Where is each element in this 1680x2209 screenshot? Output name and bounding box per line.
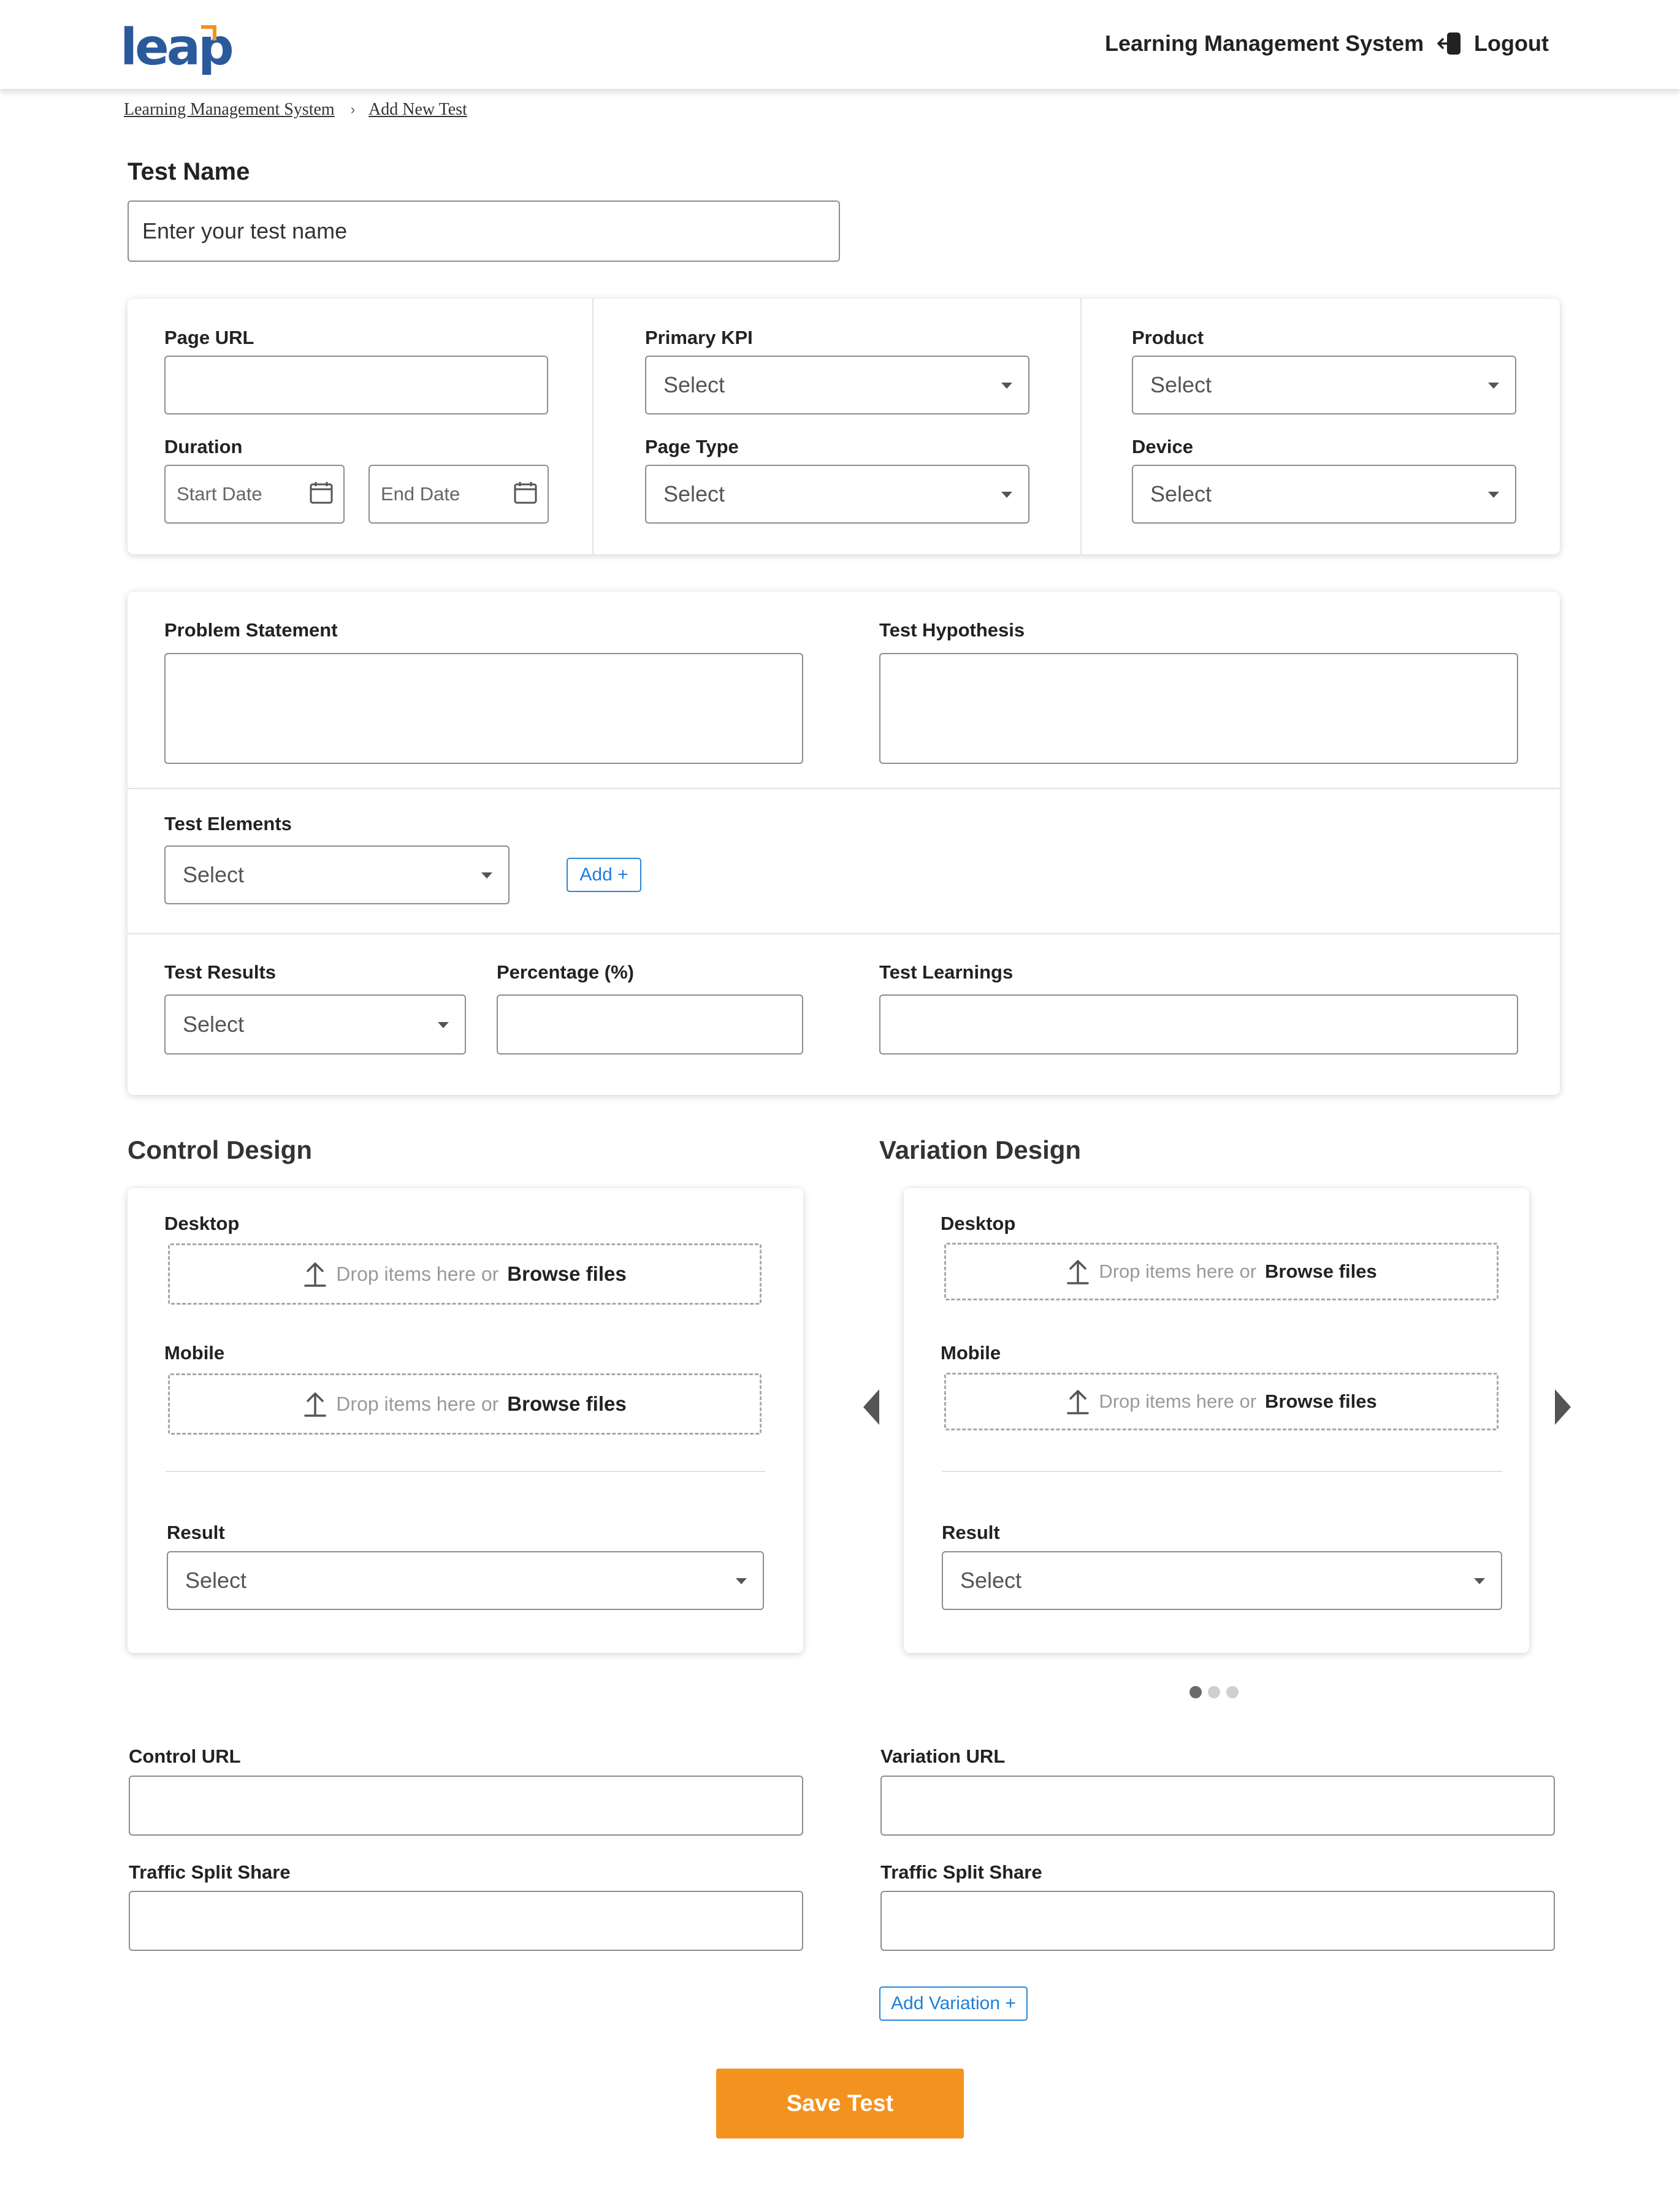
page-url-label: Page URL	[164, 327, 254, 348]
variation-mobile-dropzone[interactable]	[944, 1373, 1499, 1430]
variation-result-label: Result	[942, 1522, 1000, 1543]
control-traffic-split-input[interactable]	[129, 1891, 803, 1951]
chevron-down-icon	[481, 872, 492, 879]
breadcrumb-separator-icon: ›	[350, 102, 356, 117]
divider	[592, 299, 594, 554]
test-hypothesis-label: Test Hypothesis	[879, 619, 1025, 641]
control-desktop-label: Desktop	[164, 1213, 240, 1234]
carousel-dot[interactable]	[1189, 1686, 1202, 1698]
calendar-icon	[309, 481, 334, 505]
chevron-down-icon	[1474, 1578, 1485, 1584]
control-desktop-dropzone[interactable]	[168, 1243, 762, 1305]
page-type-label: Page Type	[645, 436, 739, 457]
control-url-label: Control URL	[129, 1745, 241, 1767]
test-learnings-label: Test Learnings	[879, 961, 1014, 983]
test-results-value: Select	[183, 1012, 245, 1037]
leap-logo[interactable]	[120, 18, 232, 77]
drop-text: Drop items here or	[336, 1392, 499, 1415]
test-name-input[interactable]	[128, 200, 840, 262]
divider	[166, 1471, 765, 1472]
divider	[128, 933, 1560, 934]
duration-label: Duration	[164, 436, 243, 457]
carousel-prev-arrow-icon[interactable]	[860, 1387, 884, 1427]
browse-files-link[interactable]: Browse files	[1265, 1391, 1377, 1412]
test-learnings-input[interactable]	[879, 994, 1518, 1055]
primary-kpi-select[interactable]	[645, 356, 1029, 414]
variation-url-label: Variation URL	[880, 1745, 1006, 1767]
variation-traffic-split-label: Traffic Split Share	[880, 1861, 1042, 1883]
page-type-select[interactable]	[645, 465, 1029, 524]
control-result-select[interactable]	[167, 1551, 764, 1610]
test-elements-label: Test Elements	[164, 813, 292, 834]
control-result-value: Select	[185, 1568, 247, 1593]
drop-text: Drop items here or	[336, 1262, 499, 1285]
variation-desktop-dropzone[interactable]	[944, 1243, 1499, 1300]
divider	[128, 788, 1560, 789]
variation-traffic-split-input[interactable]	[880, 1891, 1555, 1951]
device-select[interactable]	[1132, 465, 1516, 524]
breadcrumb	[124, 100, 467, 120]
upload-icon	[1066, 1388, 1090, 1415]
logo-arrow-icon	[199, 25, 217, 43]
primary-kpi-label: Primary KPI	[645, 327, 753, 348]
product-select[interactable]	[1132, 356, 1516, 414]
end-date-placeholder: End Date	[381, 483, 460, 505]
browse-files-link[interactable]: Browse files	[507, 1392, 627, 1415]
chevron-down-icon	[1001, 383, 1012, 389]
page-url-input[interactable]	[164, 356, 548, 414]
variation-mobile-label: Mobile	[941, 1342, 1001, 1364]
device-value: Select	[1150, 481, 1212, 506]
chevron-down-icon	[438, 1022, 449, 1028]
add-variation-button[interactable]: Add Variation +	[879, 1986, 1028, 2021]
start-date-picker[interactable]	[164, 465, 345, 524]
control-result-label: Result	[167, 1522, 225, 1543]
breadcrumb-root-link[interactable]: Learning Management System	[124, 100, 335, 119]
chevron-down-icon	[1488, 383, 1499, 389]
control-mobile-dropzone[interactable]	[168, 1373, 762, 1435]
control-mobile-label: Mobile	[164, 1342, 225, 1364]
carousel-dot[interactable]	[1226, 1686, 1239, 1698]
start-date-placeholder: Start Date	[177, 483, 262, 505]
carousel-pagination	[1189, 1686, 1239, 1698]
add-test-element-button[interactable]: Add +	[567, 858, 641, 892]
primary-kpi-value: Select	[663, 372, 725, 397]
problem-statement-textarea[interactable]	[164, 653, 803, 764]
test-elements-select[interactable]	[164, 845, 510, 904]
variation-design-title: Variation Design	[879, 1135, 1082, 1164]
logout-icon	[1436, 31, 1465, 56]
variation-result-value: Select	[960, 1568, 1022, 1593]
divider	[1080, 299, 1082, 554]
end-date-picker[interactable]	[368, 465, 549, 524]
product-value: Select	[1150, 372, 1212, 397]
control-url-input[interactable]	[129, 1776, 803, 1836]
chevron-down-icon	[1488, 492, 1499, 498]
upload-icon	[303, 1261, 327, 1288]
chevron-down-icon	[1001, 492, 1012, 498]
variation-url-input[interactable]	[880, 1776, 1555, 1836]
calendar-icon	[513, 481, 538, 505]
variation-result-select[interactable]	[942, 1551, 1502, 1610]
top-header	[0, 0, 1680, 89]
drop-text: Drop items here or	[1099, 1391, 1257, 1412]
control-traffic-split-label: Traffic Split Share	[129, 1861, 291, 1883]
page-type-value: Select	[663, 481, 725, 506]
save-test-button[interactable]: Save Test	[716, 2069, 964, 2138]
percentage-input[interactable]	[497, 994, 803, 1055]
device-label: Device	[1132, 436, 1193, 457]
logo-text: leap	[120, 18, 232, 77]
carousel-dot[interactable]	[1208, 1686, 1220, 1698]
logout-button[interactable]	[1436, 28, 1549, 59]
product-label: Product	[1132, 327, 1204, 348]
logout-label: Logout	[1474, 31, 1549, 56]
test-results-label: Test Results	[164, 961, 277, 983]
browse-files-link[interactable]: Browse files	[507, 1262, 627, 1285]
test-name-label: Test Name	[128, 158, 250, 185]
problem-statement-label: Problem Statement	[164, 619, 338, 641]
chevron-down-icon	[736, 1578, 747, 1584]
drop-text: Drop items here or	[1099, 1261, 1257, 1282]
carousel-next-arrow-icon[interactable]	[1550, 1387, 1575, 1427]
percentage-label: Percentage (%)	[497, 961, 634, 983]
test-elements-value: Select	[183, 862, 245, 887]
test-results-select[interactable]	[164, 994, 466, 1055]
control-design-title: Control Design	[128, 1135, 312, 1164]
breadcrumb-current-link[interactable]: Add New Test	[368, 100, 467, 119]
header-app-name[interactable]: Learning Management System	[1105, 31, 1424, 56]
variation-desktop-label: Desktop	[941, 1213, 1016, 1234]
upload-icon	[1066, 1258, 1090, 1285]
browse-files-link[interactable]: Browse files	[1265, 1261, 1377, 1282]
divider	[942, 1471, 1502, 1472]
test-hypothesis-textarea[interactable]	[879, 653, 1518, 764]
upload-icon	[303, 1391, 327, 1417]
